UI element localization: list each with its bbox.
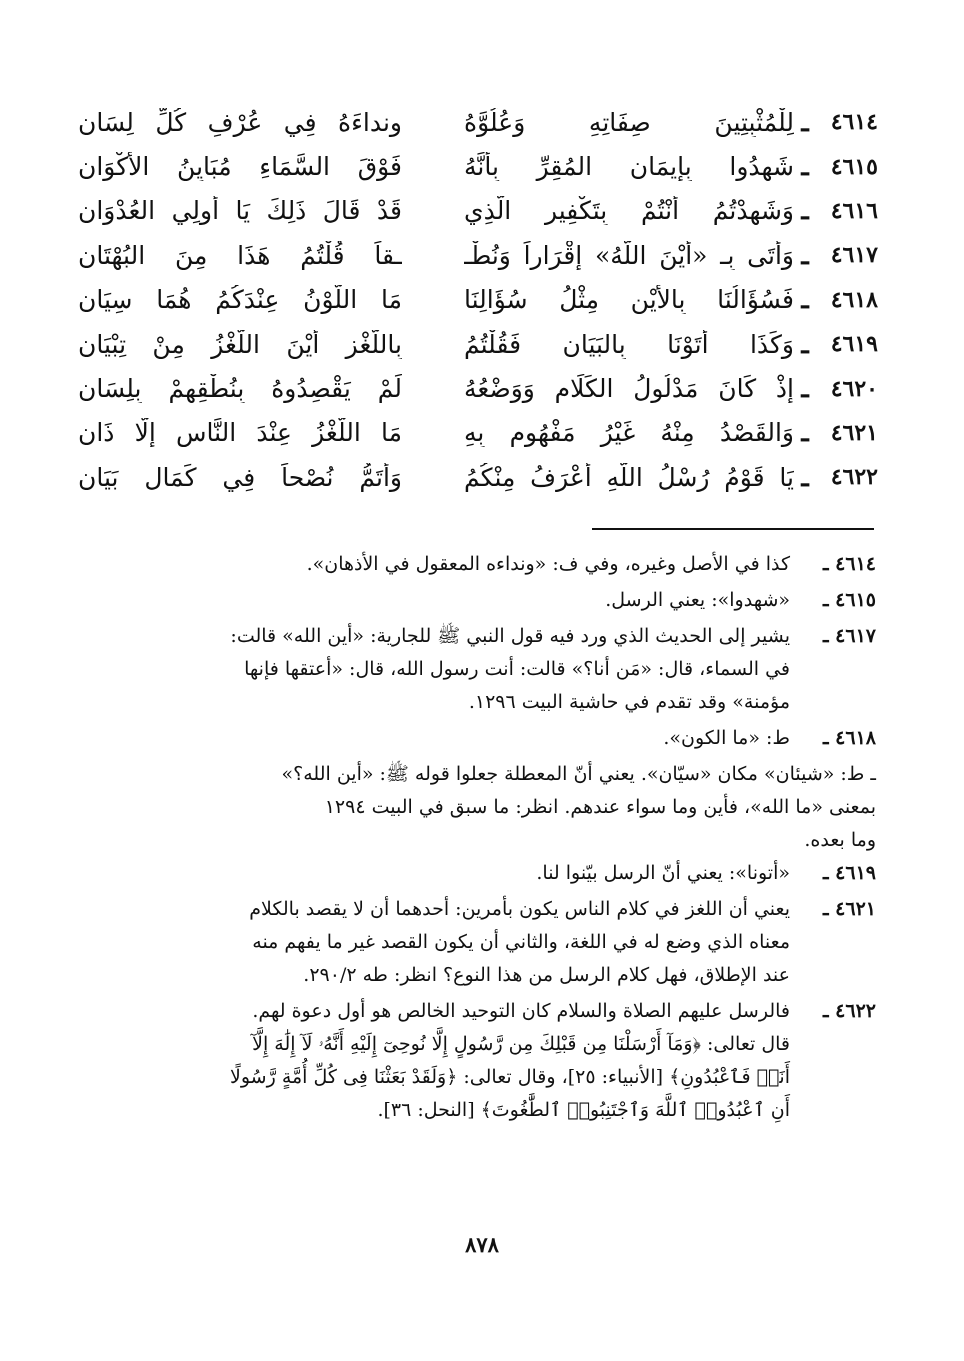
- verse-number: ٤٦٢٠: [830, 375, 878, 402]
- footnote-line: أَنَا۠ فَٱعْبُدُونِ﴾ [الأنبياء: ٢٥]، وقال تعالى: ﴿وَلَقَدْ بَعَثْنَا فِى كُلِّ أُمَّةٍ رَّسُولًا: [230, 1066, 790, 1088]
- footnote-line: يشير إلى الحديث الذي ورد فيه قول النبي ﷺ للجارية: «أين الله» قالت:: [230, 625, 790, 647]
- verse-second-hemistich: قَدْ قَالَ ذَلِكَ يَا أُولِي العُدْوَانِ: [78, 196, 402, 226]
- poem-block: [78, 100, 878, 500]
- verse-second-hemistich: وَأَتَمُّ نُصْحاً فِي كَمَالِ بَيَانِ: [78, 462, 402, 492]
- verse-number: ٤٦١٦: [830, 197, 878, 224]
- footnote-line: في السماء، قال: «مَن أنا؟» قالت: أنت رسول الله، قال: «أعتقها فإنها: [244, 658, 790, 680]
- verse-number: ٤٦١٥: [830, 153, 878, 180]
- verse-second-hemistich: ونداءَهُ فِي عُرْفِ كُلِّ لِسَانِ: [78, 107, 402, 137]
- verse-number: ٤٦٢٢: [830, 464, 878, 491]
- footnote-line: «شهدوا»: يعني الرسل.: [605, 589, 790, 611]
- verse-first-hemistich: وَشَهِدْتُمُ أَنْتُمْ بِتَكْفِيرِ الَّذِي: [464, 196, 794, 226]
- footnote-divider: [592, 528, 874, 530]
- verse-first-hemistich: وَالقَصْدُ مِنْهُ غَيْرُ مَفْهُومٍ بِهِ: [464, 418, 794, 448]
- footnote-line: يعني أن اللغز في كلام الناس يكون بأمرين: أحدهما أن لا يقصد بالكلام: [249, 898, 790, 920]
- footnote-line: فالرسل عليهم الصلاة والسلام كان التوحيد الخالص هو أول دعوة لهم.: [252, 1000, 790, 1022]
- verse-number: ٤٦٢١: [830, 419, 878, 446]
- footnote: [88, 548, 876, 581]
- verse-second-hemistich: لَمْ يَقْصِدُوهُ بِنُطْقِهِمْ بِلِسَانِ: [78, 374, 402, 404]
- footnote-line: ـ ط: «شيئان» مكان «سيّان». يعني أنّ المعطلة جعلوا قوله ﷺ: «أين الله؟»: [281, 763, 876, 785]
- footnote-line: «أتونا»: يعني أنّ الرسل بيّنوا لنا.: [536, 862, 790, 884]
- verse-number: ٤٦١٩: [830, 331, 878, 358]
- verse: [78, 455, 878, 499]
- verse-separator: ـ: [801, 196, 809, 226]
- footnote: [88, 620, 876, 719]
- footnote-line: أَنِ ٱعْبُدُوا۟ ٱللَّهَ وَٱجْتَنِبُوا۟ ٱلطَّٰغُوتَ﴾ [النحل: ٣٦].: [377, 1099, 790, 1121]
- verse-first-hemistich: شَهِدُوا بِإِيمَانِ المُقِرِّ بِأَنَّهُ: [464, 152, 794, 182]
- verse: [78, 100, 878, 144]
- verse-second-hemistich: مَا اللُّغْزُ عِنْدَ النَّاسِ إِلَّا ذَانِ: [78, 418, 402, 448]
- verse-separator: ـ: [801, 374, 809, 404]
- footnote-line: كذا في الأصل وغيره، وفي ف: «ونداءه المعقول في الأذهان».: [306, 553, 790, 575]
- footnote-line: قال تعالى: ﴿وَمَآ أَرْسَلْنَا مِن قَبْلِكَ مِن رَّسُولٍ إِلَّا نُوحِىٓ إِلَيْهِ أَنَّهُۥ لَآ إِلَٰهَ إِلَّآ: [252, 1033, 790, 1055]
- verse-first-hemistich: فَسُؤَالُنَا بِالأَيْنِ مِثْلُ سُؤَالِنَا: [464, 285, 794, 315]
- verse-number: ٤٦١٤: [830, 109, 878, 136]
- footnote: [88, 857, 876, 890]
- footnote-number: ٤٦١٤ ـ: [822, 553, 876, 575]
- verse-first-hemistich: وَأَتَى بِـ «أَيْنَ اللَّهُ» إِقْرَاراً وَنُطْـ: [464, 240, 794, 270]
- verse: [78, 144, 878, 188]
- footnote-line: معناه الذي وضع له في اللغة، والثاني أن يكون القصد غير ما يفهم منه: [252, 931, 790, 953]
- verse-separator: ـ: [801, 285, 809, 315]
- verse-number: ٤٦١٨: [830, 286, 878, 313]
- verse-separator: ـ: [801, 152, 809, 182]
- footnote-line: وما بعده.: [804, 829, 876, 851]
- footnote-line: ط: «ما الكون».: [663, 727, 790, 749]
- verse-second-hemistich: مَا اللَّوْنُ عِنْدَكُمُ هُمَا سِيَانِ: [78, 285, 402, 315]
- page-number: ٨٧٨: [465, 1232, 499, 1257]
- verse-second-hemistich: فَوْقَ السَّمَاءِ مُبَايِنُ الأَكْوَانِ: [78, 152, 402, 182]
- verse-second-hemistich: ـقاً قُلْتُمُ هَذَا مِنَ البُهْتَانِ: [78, 240, 402, 270]
- footnote-continuation: [88, 758, 876, 857]
- verse: [78, 233, 878, 277]
- footnote-line: عند الإطلاق، فهل كلام الرسل من هذا النوع؟ انظر: طه ٢٩٠/٢.: [303, 964, 790, 986]
- verse: [78, 366, 878, 410]
- verse-second-hemistich: بِاللُّغْزِ أَيْنَ اللُّغْزُ مِنْ تِبْيَانِ: [78, 329, 402, 359]
- footnote-number: ٤٦١٧ ـ: [822, 625, 876, 647]
- verse-first-hemistich: لِلْمُثْبِتِينَ صِفَاتِهِ وَعُلُوَّهُ: [464, 107, 794, 137]
- verse: [78, 322, 878, 366]
- footnote-number: ٤٦١٨ ـ: [822, 727, 876, 749]
- verse: [78, 278, 878, 322]
- verse-separator: ـ: [801, 107, 809, 137]
- footnote: [88, 722, 876, 755]
- footnotes: [88, 548, 876, 1130]
- footnote-line: مؤمنة» وقد تقدم في حاشية البيت ١٢٩٦.: [468, 691, 790, 713]
- footnote-number: ٤٦١٥ ـ: [822, 589, 876, 611]
- verse-separator: ـ: [801, 329, 809, 359]
- verse: [78, 189, 878, 233]
- footnote-line: بمعنى «ما الله»، فأين وما سواء عندهم. انظر: ما سبق في البيت ١٢٩٤: [324, 796, 876, 818]
- footnote-number: ٤٦٢٢ ـ: [822, 1000, 876, 1022]
- footnote: [88, 893, 876, 992]
- verse-separator: ـ: [801, 418, 809, 448]
- footnote: [88, 995, 876, 1127]
- footnote-number: ٤٦٢١ ـ: [822, 898, 876, 920]
- verse: [78, 411, 878, 455]
- verse-number: ٤٦١٧: [830, 242, 878, 269]
- footnote: [88, 584, 876, 617]
- footnote-number: ٤٦١٩ ـ: [822, 862, 876, 884]
- verse-first-hemistich: وَكَذَا أَتَوْنَا بِالبَيَانِ فَقُلْتُمُ: [464, 329, 794, 359]
- verse-first-hemistich: يَا قَوْمُ رُسْلُ اللَّهِ أَعْرَفُ مِنْكُمُ: [464, 462, 794, 492]
- verse-first-hemistich: إِذْ كَانَ مَدْلُولُ الكَلَامِ وَوَضْعُهُ: [464, 374, 794, 404]
- verse-separator: ـ: [801, 240, 809, 270]
- verse-separator: ـ: [801, 462, 809, 492]
